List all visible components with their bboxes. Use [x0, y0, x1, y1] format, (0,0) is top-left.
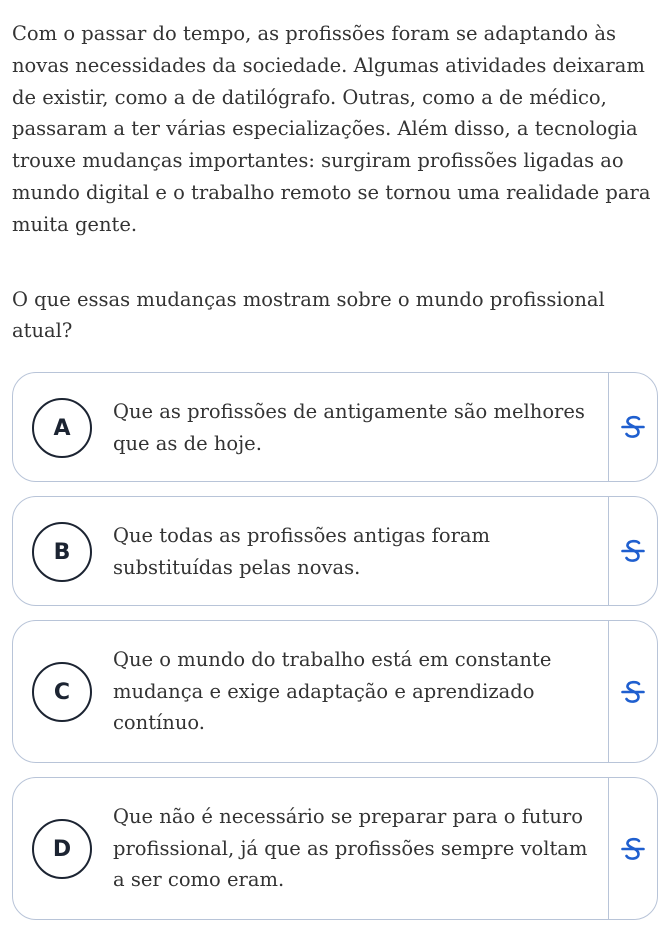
option-text: Que todas as profissões antigas foram substituídas pelas novas. — [113, 524, 491, 579]
option-letter: B — [32, 522, 92, 582]
option-letter: C — [32, 662, 92, 722]
strikethrough-s-icon — [621, 537, 645, 565]
option-c[interactable] — [12, 620, 658, 763]
option-a[interactable] — [12, 372, 658, 482]
option-letter: A — [32, 398, 92, 458]
strike-option-d-button[interactable] — [609, 778, 657, 919]
option-letter: D — [32, 819, 92, 879]
option-d[interactable] — [12, 777, 658, 920]
passage-text: Com o passar do tempo, as profissões foram se adaptando às novas necessidades da sociedade. Algumas atividades deixaram de existir, como a de datilógrafo. Outras, como a de médico, passaram a ter várias especializações. Além disso, a tecnologia trouxe mudanças importantes: surgiram profissões ligadas ao mundo digital e o trabalho remoto se tornou uma realidade para muita gente. — [12, 22, 651, 236]
question-text: O que essas mudanças mostram sobre o mundo profissional atual? — [12, 288, 605, 342]
option-text: Que o mundo do trabalho está em constante mudança e exige adaptação e aprendizado contínuo. — [113, 648, 552, 734]
option-text: Que não é necessário se preparar para o futuro profissional, já que as profissões sempre voltam a ser como eram. — [113, 805, 588, 891]
strikethrough-s-icon — [621, 835, 645, 863]
strike-option-b-button[interactable] — [609, 497, 657, 605]
option-text: Que as profissões de antigamente são melhores que as de hoje. — [113, 400, 585, 455]
strikethrough-s-icon — [621, 678, 645, 706]
option-b[interactable] — [12, 496, 658, 606]
strike-option-a-button[interactable] — [609, 373, 657, 481]
strikethrough-s-icon — [621, 413, 645, 441]
strike-option-c-button[interactable] — [609, 621, 657, 762]
